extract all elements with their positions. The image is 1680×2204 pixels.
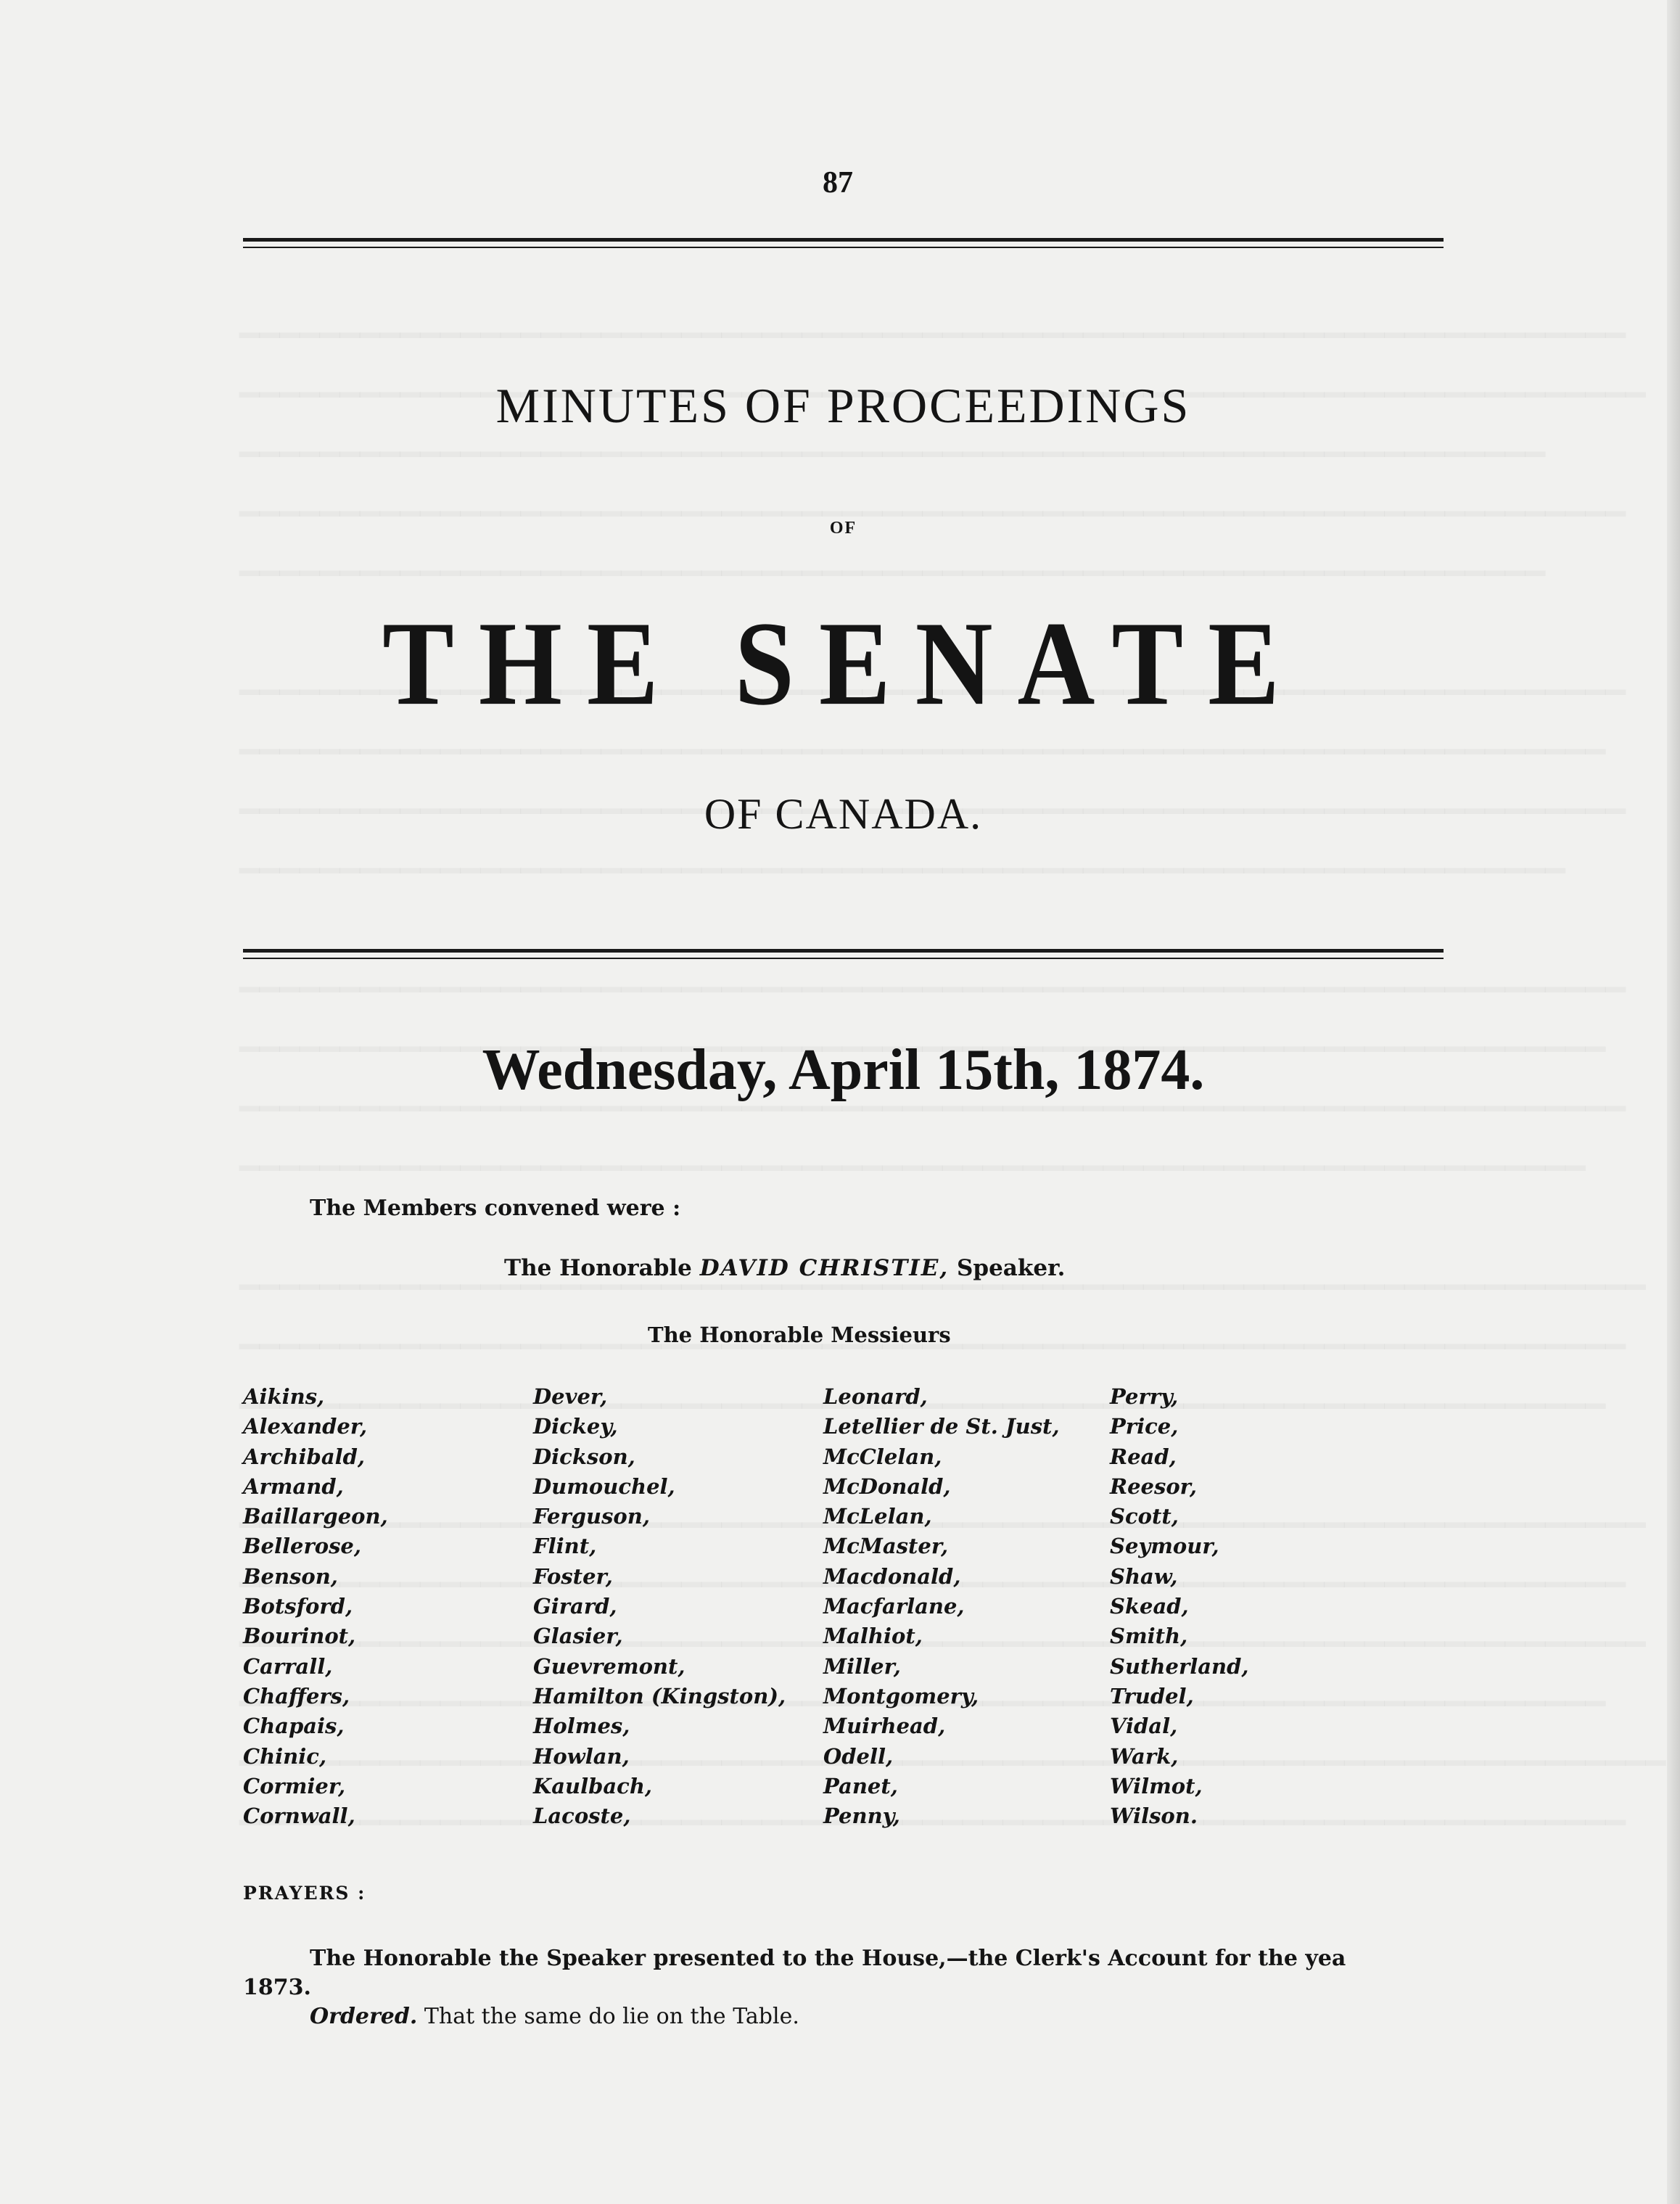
member-name: Malhiot, [823, 1624, 923, 1649]
member-name: Trudel, [1110, 1683, 1194, 1708]
members-column-2 [533, 1382, 786, 1831]
prayers-heading: PRAYERS : [243, 1883, 366, 1904]
member-name: Odell, [823, 1743, 894, 1769]
member-name: Wilson. [1110, 1804, 1198, 1829]
member-name: McMaster, [823, 1534, 949, 1559]
top-double-rule [243, 238, 1444, 248]
member-name: Macdonald, [823, 1563, 961, 1589]
page-edge-shadow [1667, 0, 1680, 2204]
member-name: Ferguson, [533, 1504, 650, 1529]
member-name: Cormier, [243, 1773, 346, 1798]
heading-minutes-of-proceedings: MINUTES OF PROCEEDINGS [495, 378, 1191, 433]
members-column-4 [1110, 1382, 1249, 1831]
member-name: Vidal, [1110, 1714, 1178, 1739]
speaker-name: DAVID CHRISTIE, [699, 1255, 950, 1281]
member-name: Montgomery, [823, 1683, 979, 1708]
member-name: Letellier de St. Just, [823, 1414, 1060, 1439]
member-name: Girard, [533, 1594, 617, 1619]
member-name: Shaw, [1110, 1563, 1178, 1589]
heading-the-senate: THE SENATE [382, 597, 1304, 731]
heading-of-canada: OF CANADA. [704, 790, 983, 838]
members-convened-label: The Members convened were : [310, 1196, 681, 1221]
member-name: Botsford, [243, 1594, 353, 1619]
ordered-text: That the same do lie on the Table. [417, 2004, 799, 2029]
member-name: Cornwall, [243, 1804, 355, 1829]
member-name: Panet, [823, 1773, 898, 1798]
member-name: Read, [1110, 1444, 1177, 1469]
member-name: Skead, [1110, 1594, 1189, 1619]
member-name: Seymour, [1110, 1534, 1219, 1559]
member-name: Chaffers, [243, 1683, 350, 1708]
member-name: Bourinot, [243, 1624, 356, 1649]
member-name: Kaulbach, [533, 1773, 653, 1798]
ordered-line [310, 2004, 799, 2029]
member-name: Carrall, [243, 1653, 333, 1679]
member-name: Benson, [243, 1563, 338, 1589]
member-name: Holmes, [533, 1714, 630, 1739]
speaker-prefix: The Honorable [504, 1255, 692, 1281]
heading-of: OF [829, 519, 857, 538]
member-name: Muirhead, [823, 1714, 946, 1739]
member-name: Howlan, [533, 1743, 630, 1769]
speaker-title: Speaker. [957, 1255, 1066, 1281]
member-name: Reesor, [1110, 1473, 1197, 1499]
member-name: Hamilton (Kingston), [533, 1683, 786, 1708]
ordered-label: Ordered. [310, 2004, 418, 2029]
member-name: Macfarlane, [823, 1594, 965, 1619]
member-name: Penny, [823, 1804, 900, 1829]
member-name: Dickson, [533, 1444, 635, 1469]
speaker-line [504, 1255, 1065, 1281]
member-name: Archibald, [243, 1444, 365, 1469]
member-name: Chinic, [243, 1743, 327, 1769]
member-name: Perry, [1110, 1384, 1179, 1409]
member-name: Armand, [243, 1473, 344, 1499]
member-name: Dever, [533, 1384, 608, 1409]
members-column-3 [823, 1382, 1060, 1831]
member-name: Wark, [1110, 1743, 1179, 1769]
member-name: Leonard, [823, 1384, 928, 1409]
page-number: 87 [823, 166, 853, 200]
member-name: Dumouchel, [533, 1473, 675, 1499]
middle-double-rule [243, 949, 1444, 959]
clerks-account-paragraph: The Honorable the Speaker presented to the House,—the Clerk's Account for the yea 1873. [243, 1946, 1346, 2000]
member-name: McDonald, [823, 1473, 951, 1499]
member-name: McClelan, [823, 1444, 942, 1469]
member-name: Wilmot, [1110, 1773, 1203, 1798]
member-name: Baillargeon, [243, 1504, 388, 1529]
session-date: Wednesday, April 15th, 1874. [482, 1038, 1205, 1102]
messieurs-label: The Honorable Messieurs [648, 1323, 951, 1347]
member-name: Guevremont, [533, 1653, 685, 1679]
member-name: Dickey, [533, 1414, 618, 1439]
member-name: Glasier, [533, 1624, 623, 1649]
member-name: Smith, [1110, 1624, 1188, 1649]
member-name: Flint, [533, 1534, 597, 1559]
member-name: Foster, [533, 1563, 613, 1589]
members-column-1 [243, 1382, 388, 1831]
member-name: Chapais, [243, 1714, 345, 1739]
member-name: Scott, [1110, 1504, 1179, 1529]
member-name: Price, [1110, 1414, 1179, 1439]
member-name: Lacoste, [533, 1804, 631, 1829]
member-name: Alexander, [243, 1414, 368, 1439]
member-name: Sutherland, [1110, 1653, 1249, 1679]
member-name: Bellerose, [243, 1534, 361, 1559]
member-name: McLelan, [823, 1504, 932, 1529]
member-name: Aikins, [243, 1384, 325, 1409]
member-name: Miller, [823, 1653, 901, 1679]
